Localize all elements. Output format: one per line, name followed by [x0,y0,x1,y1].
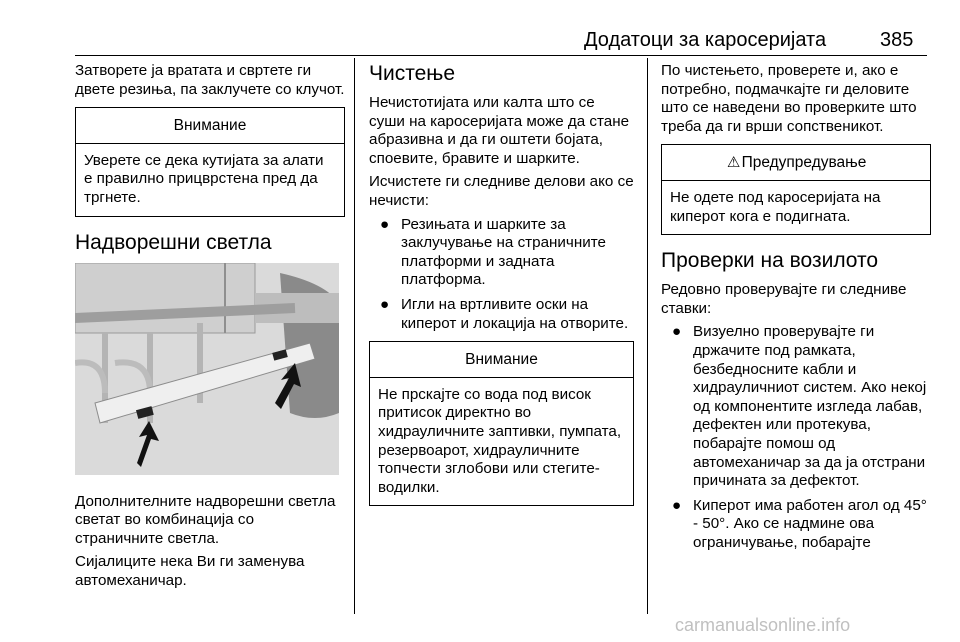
paragraph-regular-checks: Редовно проверувајте ги следниве ставки: [661,281,907,317]
note-title: Внимание [370,342,633,378]
column-3 [661,62,931,560]
note-title: Внимание [76,108,344,144]
warning-triangle-icon: ⚠ [726,154,741,172]
warning-box [661,144,931,235]
truck-side-illustration [75,263,339,475]
checks-list [661,323,931,552]
warning-title: Предупредување [741,154,867,172]
page-number: 385 [880,29,914,51]
page-header [0,0,960,56]
section-heading-vehicle-checks: Проверки на возилото [661,249,879,273]
watermark: carmanualsonline.info [675,615,851,635]
paragraph-side-lights: Дополнителните надворешни светла светат во комбинација со страничните светла. [75,492,336,547]
column-1 [75,62,345,596]
bullet-icon: ● [672,496,682,514]
list-item: ● Игли на вртливите оски на киперот и локација на отворите. [380,295,629,332]
note-body: Уверете се дека кутијата за алати е правилно прицврстена пред да тргнете. [84,151,324,206]
warning-body: Не одете под каросеријата на киперот кога е подигната. [670,188,881,225]
paragraph-dirt: Нечистотијата или калта што се суши на каросеријата може да стане абразивна и да ги оштети бојата, споевите, бравите и шарките. [369,94,630,167]
note-box-pressure-wash [369,341,634,506]
intro-paragraph: Затворете ја вратата и свртете ги двете резиња, па заклучете со клучот. [75,62,345,98]
list-item: ● Визуелно проверувајте ги држачите под рамката, безбедносните кабли и хидрауличниот систем. Ако некој од компонентите изгледа лабав, дефектен или протекува, побарајте помош од автомеханичар за да ја отстрани причината за дефектот. [672,323,927,490]
paragraph-bulbs: Сијалиците нека Ви ги заменува автомеханичар. [75,553,305,589]
column-divider-2 [647,58,648,614]
bullet-icon: ● [380,295,390,313]
note-body: Не прскајте со вода под висок притисок директно во хидрауличните заптивки, пумпата, резервоарот, хидрауличните топчести зглобови или стегите-водилки. [378,385,622,496]
list-item: ● Киперот има работен агол од 45° - 50°. Ако се надмине ова ограничување, побарајте [672,496,927,551]
paragraph-clean-parts: Исчистете ги следниве делови ако се нечисти: [369,173,634,209]
section-heading-cleaning: Чистење [369,62,456,85]
paragraph-after-cleaning: По чистењето, проверете и, ако е потребно, подмачкајте ги деловите што се наведени во проверките што треба да ги врши сопственикот. [661,62,917,135]
column-2 [369,62,634,520]
bullet-icon: ● [380,215,390,233]
header-title: Додатоци за каросеријата [584,29,827,51]
section-heading-exterior-lights: Надворешни светла [75,230,272,254]
exterior-lights-figure [75,263,339,475]
warning-title-row [662,145,930,181]
header-rule [75,55,927,56]
bullet-icon: ● [672,323,682,341]
cleaning-list [369,216,634,334]
column-divider-1 [354,58,355,614]
note-box-toolbox [75,107,345,216]
list-item: ● Резињата и шарките за заклучување на страничните платформи и задната платформа. [380,215,606,289]
